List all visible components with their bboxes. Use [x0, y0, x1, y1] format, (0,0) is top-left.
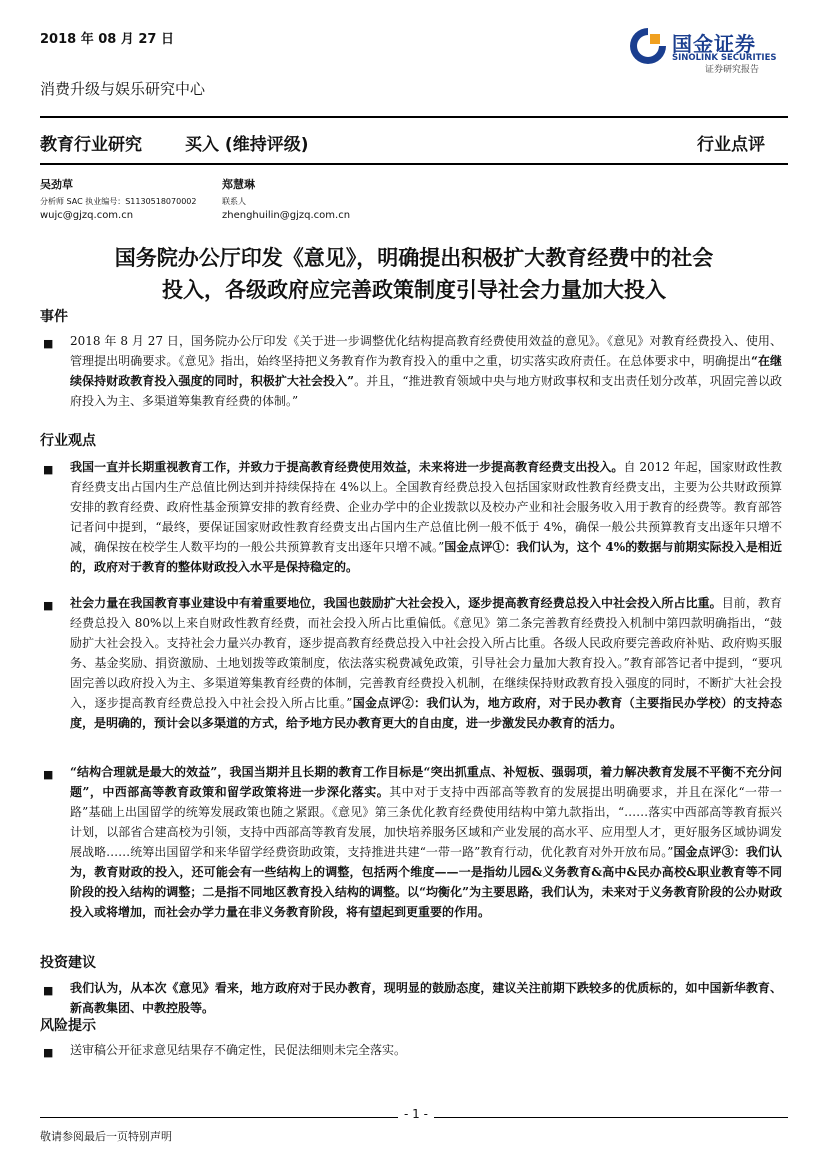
bullet-icon: ■: [43, 984, 54, 997]
header-divider: [40, 116, 788, 118]
advice-paragraph: 我们认为，从本次《意见》看来，地方政府对于民办教育，现明显的鼓励态度，建议关注前期下跌较多的优质标的，如中国新华教育、新高教集团、中教控股等。: [70, 981, 782, 1015]
rating-label: 买入 (维持评级): [185, 135, 309, 155]
logo-text-en: SINOLINK SECURITIES: [672, 53, 777, 63]
report-date: 2018 年 08 月 27 日: [40, 32, 174, 47]
view-paragraph-2: 社会力量在我国教育事业建设中有着重要地位，我国也鼓励扩大社会投入，逐步提高教育经费总投入中社会投入所占比重。目前，教育经费总投入 80%以上来自财政性教育经费，而社会投入所占比重偏低。《意见》第二条完善教育经费投入机制中第四款明确指出，“鼓励扩大社会投入。支持社会力量兴办教育，逐步提高教育经费总投入中社会投入所占比重。各级人民政府要完善政府补贴、政府购买服务、基金奖励、捐资激励、土地划拨等政策制度，依法落实税费减免政策，引导社会力量加大教育投入。”教育部答记者中提到，“要巩固完善以政府投入为主、多渠道筹集教育经费的体制，完善教育经费投入机制，在继续保持财政教育投入强度的同时，不断扩大社会投入，逐步提高教育经费总投入中社会投入所占比重。”国金点评②：我们认为，地方政府，对于民办教育（主要指民办学校）的支持态度，是明确的，预计会以多渠道的方式，给予地方民办教育更大的自由度，进一步激发民办教育的活力。: [70, 596, 782, 730]
analyst-email[interactable]: wujc@gjzq.com.cn: [40, 210, 134, 221]
page-number: - 1 -: [398, 1107, 434, 1121]
view-paragraph-1: 我国一直并长期重视教育工作，并致力于提高教育经费使用效益，未来将进一步提高教育经费支出投入。自 2012 年起，国家财政性教育经费支出占国内生产总值比例达到并持续保持在 4%以上。全国教育经费总投入包括国家财政性教育经费支出，主要为公共财政预算安排的教育经费、政府性基金预算安排的教育经费、企业办学中的企业拨款以及校办产业和社会服务收入用于教育的经费等。教育部答记者问中提到，“最终，要保证国家财政性教育经费支出占国内生产总值比例一般不低于 4%，确保一般公共预算教育支出逐年只增不减，确保按在校学生人数平均的一般公共预算教育支出逐年只增不减。”国金点评①：我们认为，这个 4%的数据与前期实际投入是相近的，政府对于教育的整体财政投入水平是保持稳定的。: [70, 460, 782, 574]
analyst-role: 分析师 SAC 执业编号：S1130518070002: [40, 197, 197, 206]
bullet-icon: ■: [43, 337, 54, 350]
view-paragraph-3: “结构合理就是最大的效益”，我国当期并且长期的教育工作目标是“突出抓重点、补短板、强弱项，着力解决教育发展不平衡不充分问题”，中西部高等教育政策和留学政策将进一步深化落实。其中对于支持中西部高等教育的发展提出明确要求，并且在深化“一带一路”基础上出国留学的统筹发展政策也随之紧跟。《意见》第三条优化教育经费使用结构中第九款指出，“……落实中西部高等教育振兴计划，以部省合建高校为引领，支持中西部高等教育发展，加快培养服务区域和产业发展的高水平、应用型人才，更好服务区域协调发展战略……统筹出国留学和来华留学经费资助政策，支持推进共建“一带一路”教育行动，优化教育对外开放布局。”国金点评③：我们认为，教育财政的投入，还可能会有一些结构上的调整，包括两个维度——一是指幼儿园&义务教育&高中&民办高校&职业教育等不同阶段的投入结构的调整；二是指不同地区教育投入结构的调整。以“均衡化”为主要思路，我们认为，未来对于义务教育阶段的公办财政投入或将增加，而社会办学力量在非义务教育阶段，将有望起到更重要的作用。: [70, 765, 782, 919]
section-risk-heading: 风险提示: [40, 1018, 96, 1034]
logo-text-cn: 国金证券: [672, 32, 756, 56]
title-line-2: 投入，各级政府应完善政策制度引导社会力量加大投入: [162, 277, 666, 302]
comment-type: 行业点评: [697, 135, 765, 155]
section-views-heading: 行业观点: [40, 433, 96, 449]
risk-paragraph: 送审稿公开征求意见结果存不确定性，民促法细则未完全落实。: [70, 1043, 407, 1057]
footer-disclaimer: 敬请参阅最后一页特别声明: [40, 1130, 172, 1143]
title-divider: [40, 163, 788, 165]
report-title: [40, 242, 788, 306]
section-advice-heading: 投资建议: [40, 955, 96, 971]
bullet-icon: ■: [43, 768, 54, 781]
analyst-name: 郑慧琳: [222, 178, 255, 191]
research-center: 消费升级与娱乐研究中心: [40, 80, 206, 98]
title-line-1: 国务院办公厅印发《意见》，明确提出积极扩大教育经费中的社会: [114, 245, 714, 270]
section-event-heading: 事件: [40, 309, 68, 325]
industry-title: 教育行业研究: [40, 135, 142, 155]
analyst-email[interactable]: zhenghuilin@gjzq.com.cn: [222, 210, 351, 221]
analyst-1: [40, 176, 196, 221]
report-type-label: 证券研究报告: [705, 65, 760, 75]
analyst-role: 联系人: [222, 197, 246, 206]
analyst-name: 吴劲草: [40, 178, 73, 191]
event-paragraph: 2018 年 8 月 27 日，国务院办公厅印发《关于进一步调整优化结构提高教育经费使用效益的意见》。《意见》对教育经费投入、使用、管理提出明确要求。《意见》指出，始终坚持把义务教育作为教育投入的重中之重，切实落实政府责任。在总体要求中，明确提出“在继续保持财政教育投入强度的同时，积极扩大社会投入”。并且，“推进教育领域中央与地方财政事权和支出责任划分改革，巩固完善以政府投入为主、多渠道筹集教育经费的体制。”: [70, 334, 783, 408]
bullet-icon: ■: [43, 463, 54, 476]
bullet-icon: ■: [43, 599, 54, 612]
analyst-2: [222, 176, 350, 221]
sinolink-logo-icon: [628, 26, 668, 66]
bullet-icon: ■: [43, 1046, 54, 1059]
